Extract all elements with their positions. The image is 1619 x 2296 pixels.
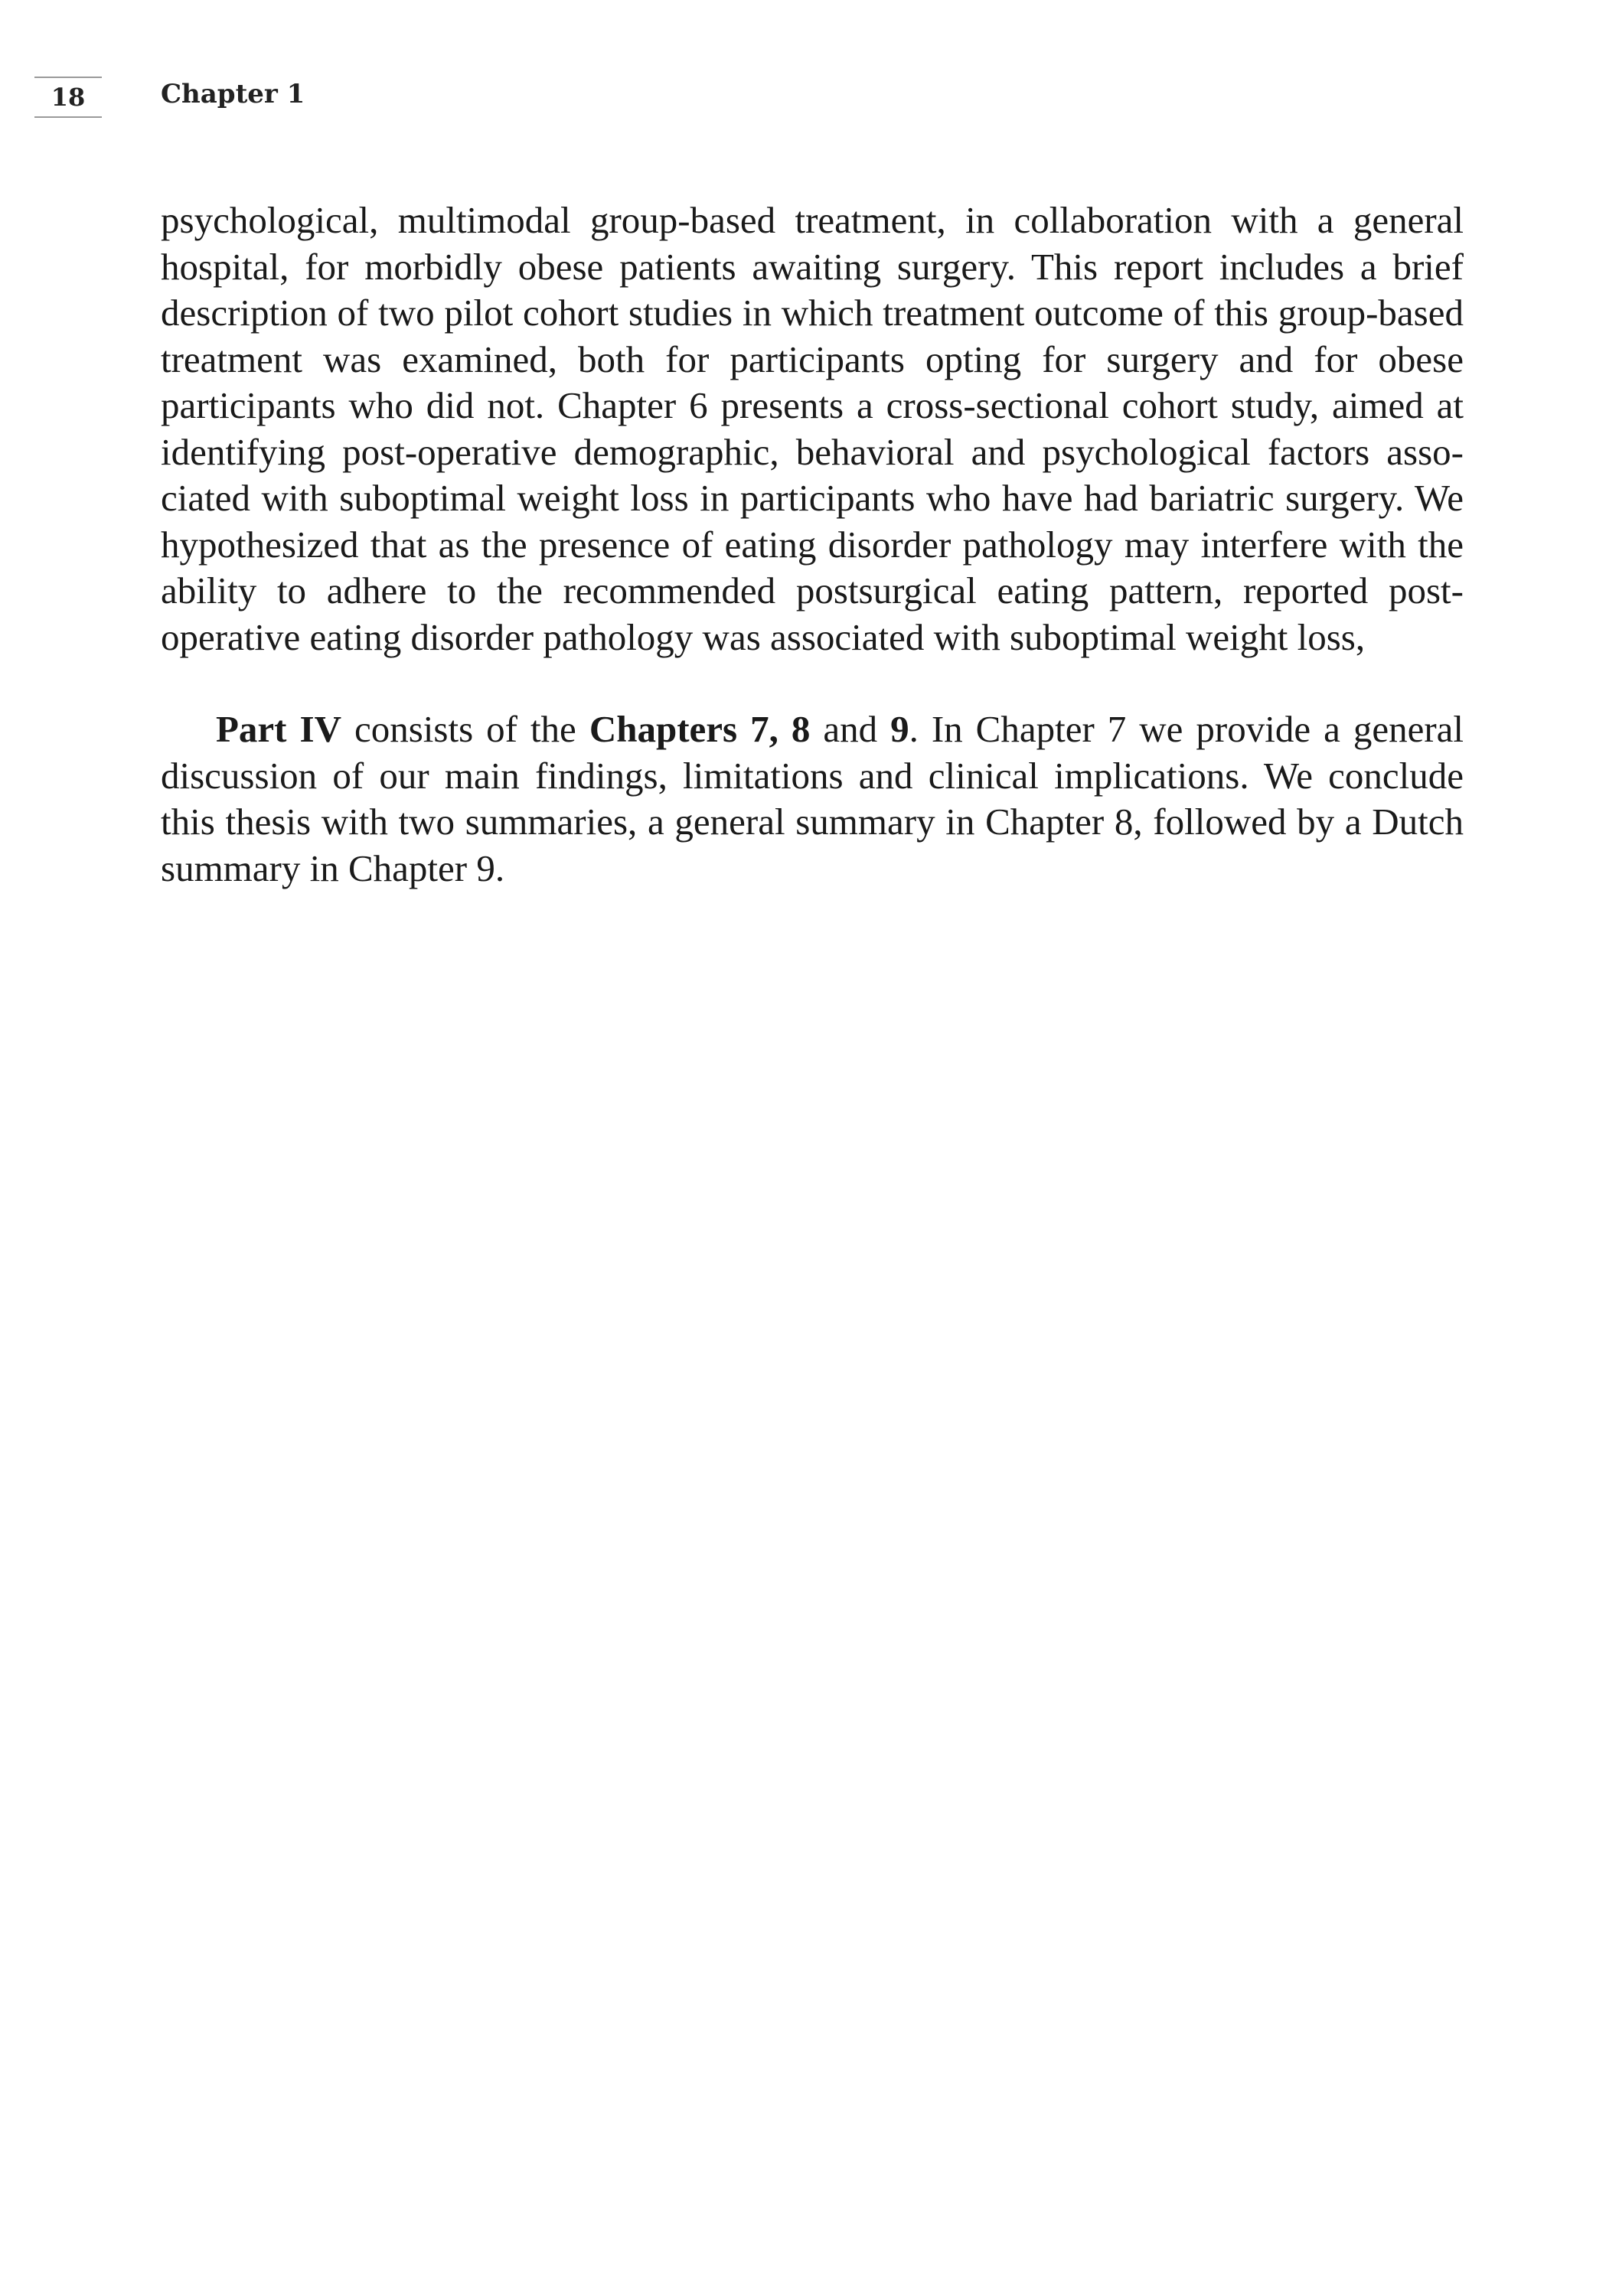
part-label: Part IV	[216, 708, 341, 750]
running-head: Chapter 1	[161, 79, 305, 109]
paragraph-2	[161, 706, 1464, 892]
paragraph-1: psychological, multimodal group-based treatment, in collaboration with a general hospital, for morbidly obese patients awaiting surgery. This report includes a brief description of two pilot cohort studies in which treatment outcome of this group-based treatment was examined, both for participants opting for surgery and for obese participants who did not. Chapter 6 presents a cross-sectional cohort study, aimed at identifying post-operative demographic, behavioral and psychological factors associated with suboptimal weight loss in participants who have had bariatric surgery. We hypothesized that as the presence of eating disorder pathology may interfere with the ability to adhere to the recommended postsurgical eating pattern, reported post-operative eating disorder pathology was associated with suboptimal weight loss,	[161, 199, 1464, 658]
chapter-9-label: 9	[890, 708, 909, 750]
paragraph-2-text-b: and	[810, 708, 891, 750]
page-number: 18	[34, 77, 102, 118]
paragraph-2-text-c: . In Chapter 7 we provide a general discussion of our main findings, limitations and clinical implications. We conclude this thesis with two summaries, a general summary in Chapter 8, followed by a Dutch summary in Chapter 9.	[161, 708, 1464, 889]
chapters-label: Chapters 7, 8	[589, 708, 811, 750]
paragraph-2-text-a: consists of the	[341, 708, 589, 750]
body-text	[161, 197, 1464, 892]
